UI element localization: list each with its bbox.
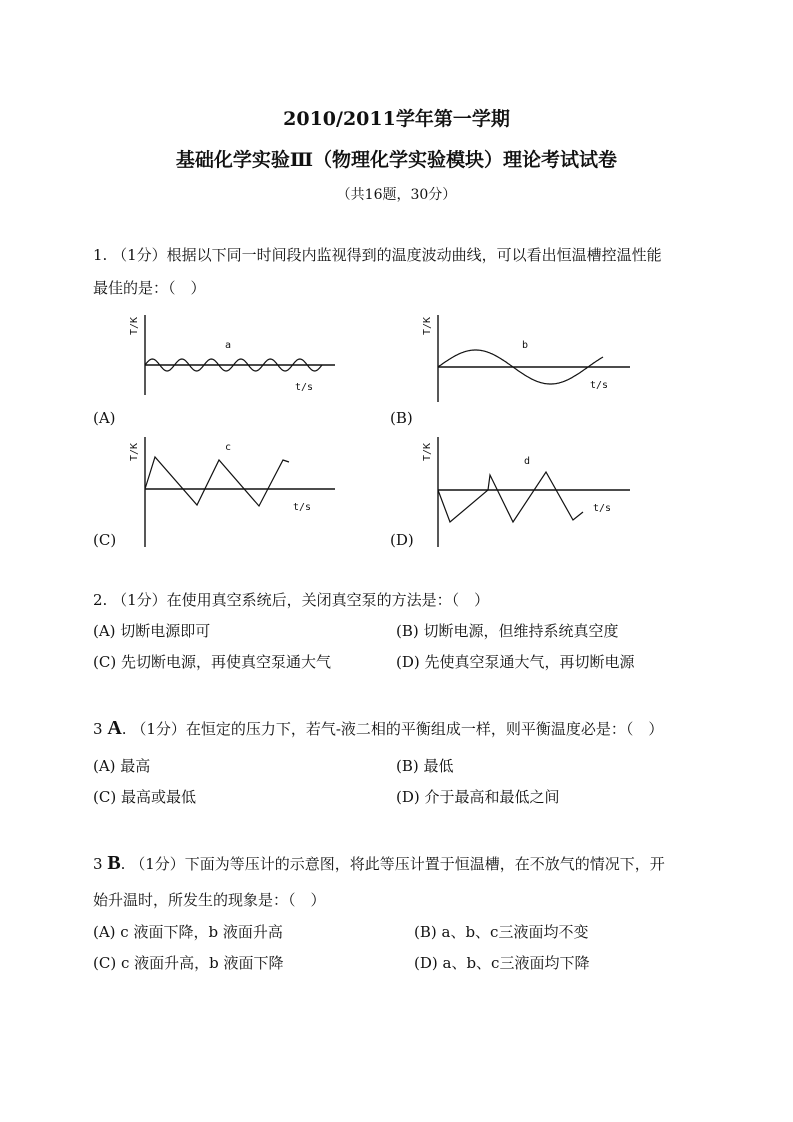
graph-c-curve-label: c — [225, 442, 232, 453]
q3b-letter: B — [107, 852, 121, 874]
q3b-option-d: (D) a、b、c三液面均下降 — [414, 954, 590, 972]
exam-summary: （共16题，30分） — [336, 187, 457, 203]
q3b-stem-line2: 始升温时，所发生的现象是：（ ） — [93, 891, 326, 909]
graph-c-option: (C) — [93, 531, 117, 549]
q3b-stem — [93, 853, 665, 874]
graph-d — [418, 432, 638, 550]
graph-a-option: (A) — [93, 409, 116, 427]
q3a-number: 3 — [93, 720, 103, 738]
q3b-option-a: (A) c 液面下降，b 液面升高 — [93, 923, 283, 941]
graph-a-ylabel: T/K — [129, 316, 140, 335]
graph-c-ylabel: T/K — [129, 442, 140, 461]
graph-a-curve-label: a — [225, 340, 232, 351]
q1-stem-line2: 最佳的是：（ ） — [93, 279, 206, 297]
q3b-stem-text: . （1分）下面为等压计的示意图，将此等压计置于恒温槽，在不放气的情况下，开 — [120, 855, 665, 873]
graph-c — [125, 432, 345, 550]
q3a-stem — [93, 718, 663, 739]
q3a-letter: A — [107, 717, 122, 739]
q3a-stem-text: . （1分）在恒定的压力下，若气-液二相的平衡组成一样，则平衡温度必是：（ ） — [121, 720, 664, 738]
graph-b-xlabel: t/s — [590, 380, 609, 391]
graph-b-curve-label: b — [522, 340, 529, 351]
graph-b — [418, 310, 638, 405]
graph-a-xlabel: t/s — [295, 382, 314, 393]
term-title: 2010/2011学年第一学期 — [283, 108, 510, 130]
graph-c-curve — [145, 457, 289, 506]
graph-b-ylabel: T/K — [422, 316, 433, 335]
q3b-option-b: (B) a、b、c三液面均不变 — [414, 923, 589, 941]
q3a-option-b: (B) 最低 — [396, 757, 454, 775]
q2-option-d: (D) 先使真空泵通大气，再切断电源 — [396, 653, 635, 671]
q3a-option-d: (D) 介于最高和最低之间 — [396, 788, 560, 806]
graph-a — [125, 310, 345, 400]
graph-d-option: (D) — [390, 531, 414, 549]
graph-d-ylabel: T/K — [422, 442, 433, 461]
q2-option-b: (B) 切断电源，但维持系统真空度 — [396, 622, 619, 640]
graph-d-curve-label: d — [524, 456, 531, 467]
graph-d-xlabel: t/s — [593, 503, 612, 514]
q3a-option-c: (C) 最高或最低 — [93, 788, 196, 806]
q2-option-a: (A) 切断电源即可 — [93, 622, 211, 640]
q2-option-c: (C) 先切断电源，再使真空泵通大气 — [93, 653, 331, 671]
q3b-number: 3 — [93, 855, 103, 873]
exam-title: 基础化学实验Ⅲ（物理化学实验模块）理论考试试卷 — [175, 149, 618, 171]
q1-stem-line1: 1. （1分）根据以下同一时间段内监视得到的温度波动曲线，可以看出恒温槽控温性能 — [93, 246, 662, 264]
graph-c-xlabel: t/s — [293, 502, 312, 513]
q2-stem: 2. （1分）在使用真空系统后，关闭真空泵的方法是：（ ） — [93, 591, 490, 609]
graph-b-option: (B) — [390, 409, 413, 427]
graph-d-curve — [438, 472, 583, 522]
q3a-option-a: (A) 最高 — [93, 757, 151, 775]
q3b-option-c: (C) c 液面升高，b 液面下降 — [93, 954, 284, 972]
